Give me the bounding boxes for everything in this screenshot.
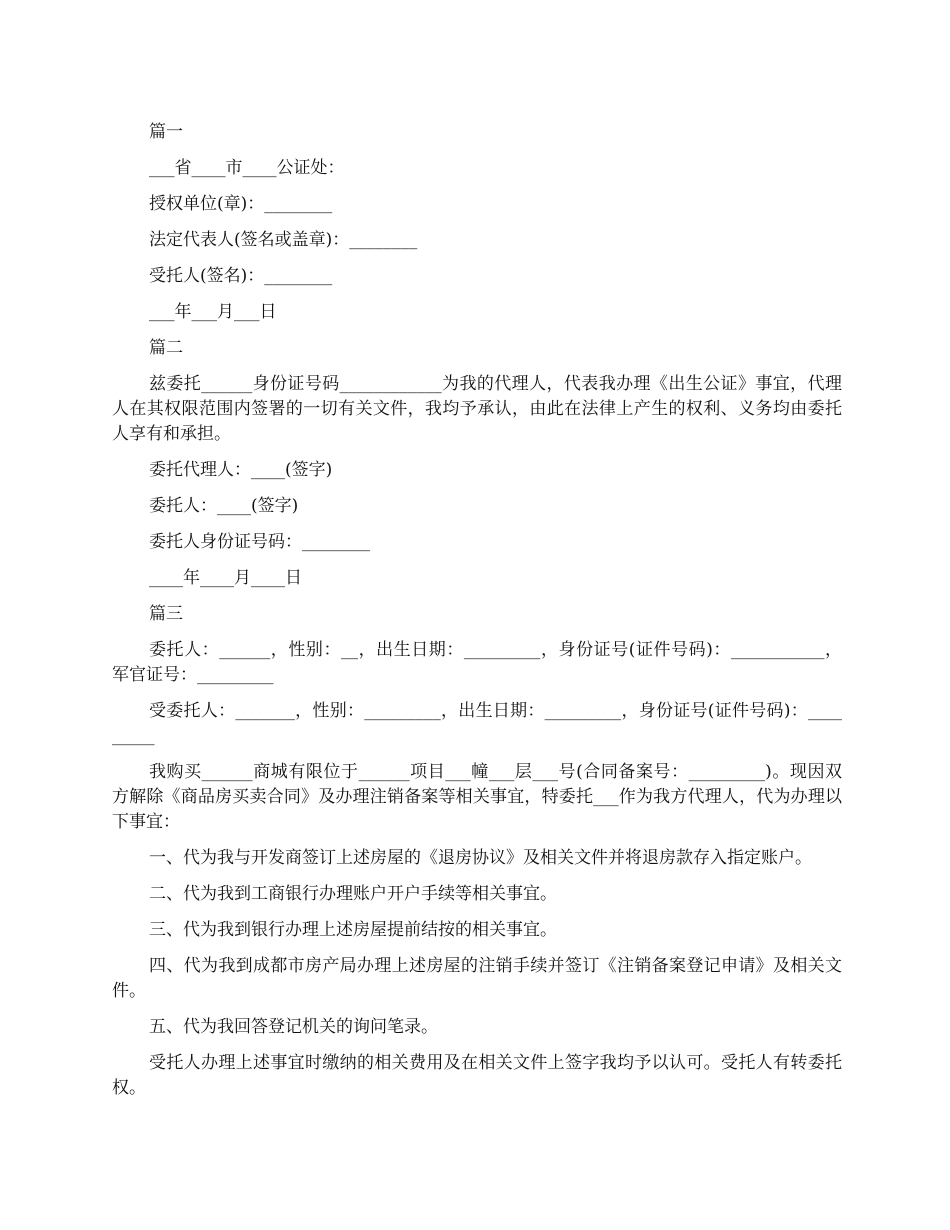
matter-item-1: 一、代为我与开发商签订上述房屋的《退房协议》及相关文件并将退房款存入指定账户。 bbox=[149, 848, 812, 868]
matter-item-5: 五、代为我回答登记机关的询问笔录。 bbox=[149, 1017, 438, 1037]
document-body bbox=[112, 120, 842, 1112]
section-heading-3: 篇三 bbox=[149, 604, 183, 624]
agent-signature-line: 委托代理人：____(签字) bbox=[149, 460, 333, 480]
trustee-info-paragraph: 受委托人：_______，性别：_________，出生日期：_________，身份证号(证件号码)：_________ bbox=[112, 701, 842, 746]
closing-paragraph: 受托人办理上述事宜时缴纳的相关费用及在相关文件上签字我均予以认可。受托人有转委托权。 bbox=[112, 1053, 842, 1098]
purchase-paragraph: 我购买______商城有限位于______项目___幢___层___号(合同备案号：_________)。现因双方解除《商品房买卖合同》及办理注销备案等相关事宜，特委托___作为我方代理人，代为办理以下事宜： bbox=[112, 762, 842, 832]
matter-item-4: 四、代为我到成都市房产局办理上述房屋的注销手续并签订《注销备案登记申请》及相关文件。 bbox=[112, 956, 842, 1001]
principal-id-line: 委托人身份证号码：________ bbox=[149, 532, 370, 552]
trustee-signature-line: 受托人(签名)：________ bbox=[149, 266, 333, 286]
legal-representative-line: 法定代表人(签名或盖章)：________ bbox=[149, 230, 418, 250]
principal-info-paragraph: 委托人：______，性别：__，出生日期：_________，身份证号(证件号码)：___________，军官证号：_________ bbox=[112, 640, 842, 685]
notary-office-line: ___省____市____公证处： bbox=[149, 158, 345, 178]
authorizing-unit-line: 授权单位(章)：________ bbox=[149, 194, 333, 214]
date-line-1: ___年___月___日 bbox=[149, 302, 277, 322]
section-heading-2: 篇二 bbox=[149, 338, 183, 358]
date-line-2: ____年____月____日 bbox=[149, 568, 302, 588]
matter-item-2: 二、代为我到工商银行办理账户开户手续等相关事宜。 bbox=[149, 884, 557, 904]
entrust-paragraph: 兹委托______身份证号码____________为我的代理人，代表我办理《出生公证》事宜，代理人在其权限范围内签署的一切有关文件，我均予承认，由此在法律上产生的权利、义务均由委托人享有和承担。 bbox=[112, 374, 842, 444]
matter-item-3: 三、代为我到银行办理上述房屋提前结按的相关事宜。 bbox=[149, 920, 557, 940]
principal-signature-line: 委托人：____(签字) bbox=[149, 496, 299, 516]
section-heading-1: 篇一 bbox=[149, 122, 183, 142]
